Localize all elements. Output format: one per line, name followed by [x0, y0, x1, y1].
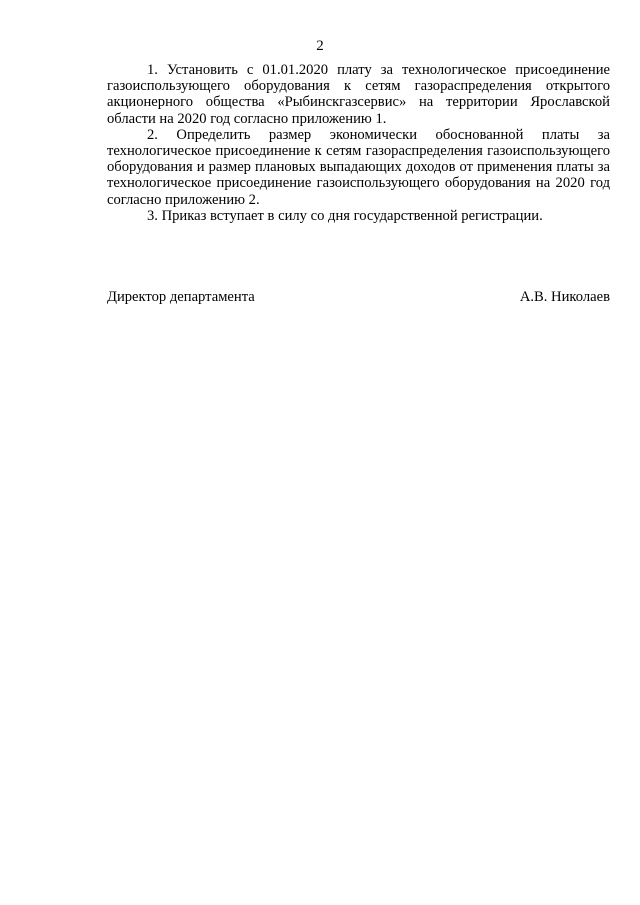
- paragraph-item-3: 3. Приказ вступает в силу со дня государственной регистрации.: [147, 207, 543, 224]
- document-body: [107, 62, 610, 224]
- page-number: 2: [316, 38, 324, 54]
- paragraph-item-2: 2. Определить размер экономически обоснованной платы за технологическое присоединение к сетям газораспределения газоиспользующего оборудования и размер плановых выпадающих доходов от применения платы за технологическое присоединение газоиспользующего оборудования на 2020 год согласно приложению 2.: [107, 126, 610, 208]
- signatory-name: А.В. Николаев: [519, 289, 610, 305]
- paragraph-item-1: 1. Установить с 01.01.2020 плату за технологическое присоединение газоиспользующего оборудования к сетям газораспределения открытого акционерного общества «Рыбинскгазсервис» на территории Ярославской области на 2020 год согласно приложению 1.: [107, 62, 610, 127]
- signatory-title: Директор департамента: [107, 289, 255, 305]
